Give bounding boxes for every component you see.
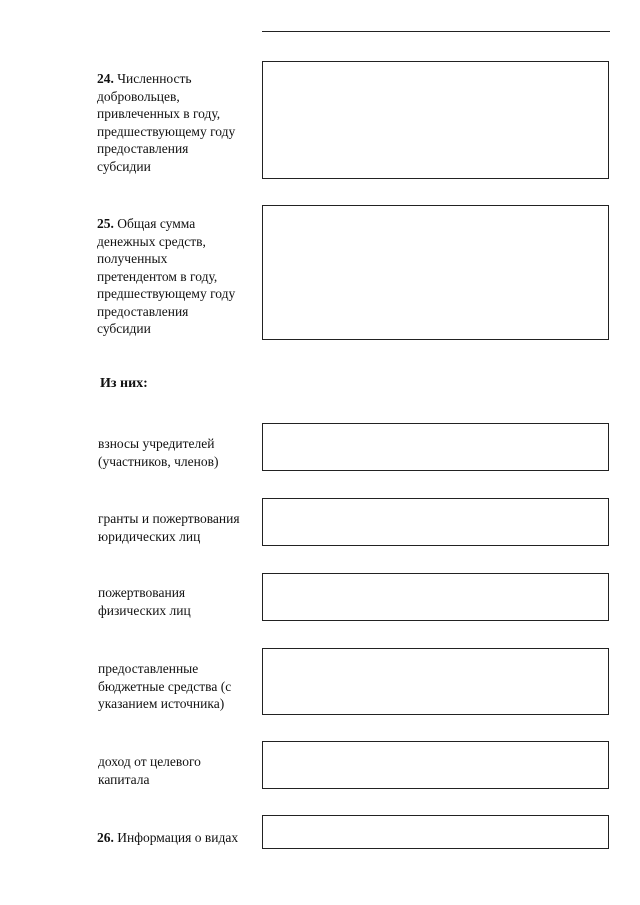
item-25-label: 25. Общая сумма денежных средств, полученных претендентом в году, предшествующему году предоставления субсидии bbox=[97, 216, 236, 336]
top-rule bbox=[262, 31, 610, 32]
subitem-donations-field[interactable] bbox=[262, 573, 609, 621]
subitem-fees-label: взносы учредителей (участников, членов) bbox=[98, 436, 219, 469]
subitem-capital-label: доход от целевого капитала bbox=[98, 754, 201, 787]
subitem-budget-field[interactable] bbox=[262, 648, 609, 715]
subitem-donations-label: пожертвования физических лиц bbox=[98, 585, 191, 618]
subitem-grants-field[interactable] bbox=[262, 498, 609, 546]
subitem-budget-label: предоставленные бюджетные средства (с указанием источника) bbox=[98, 661, 232, 711]
item-24-label: 24. Численность добровольцев, привлеченных в году, предшествующему году предоставления субсидии bbox=[97, 71, 236, 174]
subitem-capital-field[interactable] bbox=[262, 741, 609, 789]
subitem-fees-field[interactable] bbox=[262, 423, 609, 471]
subitem-grants-label: гранты и пожертвования юридических лиц bbox=[98, 511, 240, 544]
item-24-field[interactable] bbox=[262, 61, 609, 179]
item-26-label: 26. Информация о видах bbox=[97, 830, 239, 845]
item-25-field[interactable] bbox=[262, 205, 609, 340]
subheading: Из них: bbox=[100, 376, 148, 391]
item-26-field[interactable] bbox=[262, 815, 609, 849]
